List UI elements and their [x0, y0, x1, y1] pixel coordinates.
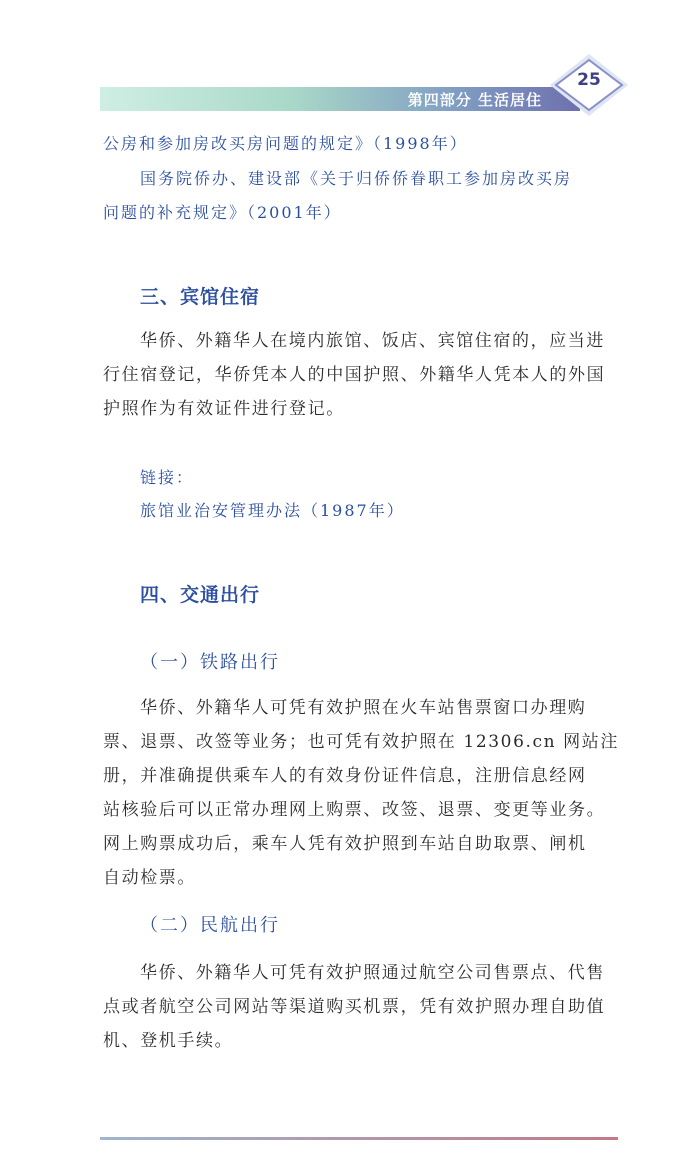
text-line: 网上购票成功后，乘车人凭有效护照到车站自助取票、闸机: [103, 834, 587, 854]
text-line: 护照作为有效证件进行登记。: [103, 399, 345, 419]
reference-line: 公房和参加房改买房问题的规定》（1998年）: [103, 134, 468, 153]
subsection-heading: （一）铁路出行: [140, 652, 280, 673]
link-label: 链接：: [140, 468, 195, 487]
text-line: 华侨、外籍华人可凭有效护照在火车站售票窗口办理购: [140, 698, 587, 718]
page-number-badge: [548, 52, 630, 118]
railway-body: [103, 691, 623, 895]
footer-bar: [100, 1137, 618, 1140]
section-header-title: 第四部分 生活居住: [407, 91, 542, 109]
section3-body: [103, 324, 623, 426]
section-heading: 三、宾馆住宿: [140, 286, 261, 308]
text-line: 自动检票。: [103, 868, 196, 888]
text-line: 行住宿登记，华侨凭本人的中国护照、外籍华人凭本人的外国: [103, 365, 606, 385]
aviation-body: [103, 956, 623, 1058]
header-bar: [100, 87, 580, 111]
page-number: 25: [577, 70, 601, 90]
reference-line: 国务院侨办、建设部《关于归侨侨眷职工参加房改买房: [140, 169, 573, 188]
text-line: 华侨、外籍华人可凭有效护照通过航空公司售票点、代售: [140, 963, 605, 983]
section-heading: 四、交通出行: [140, 584, 261, 606]
link-text[interactable]: 旅馆业治安管理办法（1987年）: [140, 501, 405, 520]
text-line: 机、登机手续。: [103, 1031, 234, 1051]
subsection-heading: （二）民航出行: [140, 915, 280, 936]
text-line: 华侨、外籍华人在境内旅馆、饭店、宾馆住宿的，应当进: [140, 331, 605, 351]
reference-line: 问题的补充规定》（2001年）: [103, 203, 342, 222]
text-line: 站核验后可以正常办理网上购票、改签、退票、变更等业务。: [103, 800, 606, 820]
text-line: 册，并准确提供乘车人的有效身份证件信息，注册信息经网: [103, 766, 587, 786]
text-line: 点或者航空公司网站等渠道购买机票，凭有效护照办理自助值: [103, 997, 606, 1017]
text-line: 票、退票、改签等业务；也可凭有效护照在 12306.cn 网站注: [103, 732, 619, 752]
